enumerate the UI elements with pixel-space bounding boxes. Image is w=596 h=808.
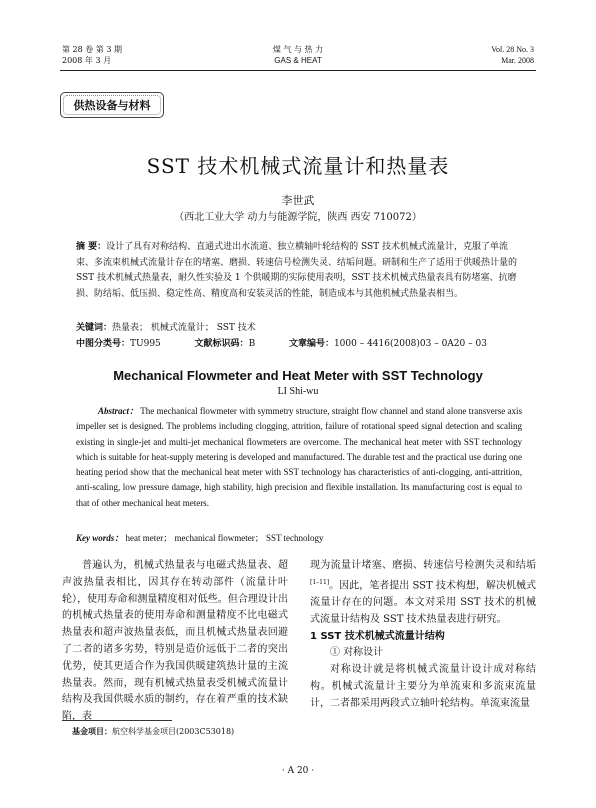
body-column-right xyxy=(310,558,536,713)
affiliation-cn: （西北工业大学 动力与能源学院，陕西 西安 710072） xyxy=(174,212,422,223)
abstract-en-label: Abstract： xyxy=(98,406,139,416)
paper-title-en: Mechanical Flowmeter and Heat Meter with SST Technology xyxy=(113,368,483,383)
abstract-en-text: The mechanical flowmeter with symmetry structure, straight flow channel and stand alone transverse axis impeller set is designed. The problems including clogging, attrition, failure of rotational speed signal detection and scaling existing in single-jet and multi-jet mechanical flowmeters are overcome. The mechanical heat meter with SST technology which is suitable for heat-supply metering is developed and manufactured. The durable test and the practical use during one heating period show that the mechanical heat meter with SST technology has characteristics of anti-clogging, anti-attrition, anti-scaling, low pressure damage, high stability, high precision and flexible installation. Its manufacturing cost is equal to that of other mechanical heat meters. xyxy=(76,406,522,508)
keywords-cn-text: 热量表； 机械式流量计； SST 技术 xyxy=(112,323,256,333)
header-center-line1: 煤 气 与 热 力 xyxy=(272,45,324,54)
clc-value: TU995 xyxy=(130,339,161,349)
doc-code-label: 文献标识码： xyxy=(194,339,249,349)
footnote xyxy=(72,726,234,737)
subsection-heading-1: ① 对称设计 xyxy=(330,647,384,659)
abstract-cn-label: 摘 要： xyxy=(76,242,107,252)
footnote-rule xyxy=(62,720,172,721)
keywords-en-label: Key words： xyxy=(76,533,124,543)
journal-volume-issue-en xyxy=(491,44,534,66)
abstract-cn xyxy=(76,240,522,302)
footnote-label: 基金项目： xyxy=(72,727,112,736)
body-paragraph: 对称设计就是将机械式流量计设计成对称结构。机械式流量计主要分为单流束和多流束流量计，二者都采用两段式立轴叶轮结构。单流束流量 xyxy=(310,664,536,709)
header-right-line2: Mar. 2008 xyxy=(501,56,534,65)
paper-title-cn: SST 技术机械式流量计和热量表 xyxy=(146,154,450,178)
section-label: 供热设备与材料 xyxy=(73,99,151,112)
header-left-line1: 第 28 卷 第 3 期 xyxy=(62,45,122,54)
body-text: 。因此，笔者提出 SST 技术构想，解决机械式流量计存在的问题。本文对采用 SST 技术的机械式流量计结构及 SST 技术热量表进行研究。 xyxy=(310,580,536,625)
header-rule xyxy=(60,70,536,71)
header-right-line1: Vol. 28 No. 3 xyxy=(491,45,534,54)
author-cn: 李世武 xyxy=(281,194,315,207)
footnote-text: 航空科学基金项目(2003C53018) xyxy=(112,727,235,736)
author-en: LI Shi-wu xyxy=(277,386,319,397)
header-center-line2: GAS & HEAT xyxy=(274,56,322,65)
body-column-left xyxy=(62,558,288,726)
section-label-box xyxy=(60,92,164,118)
page-number: · A 20 · xyxy=(281,766,315,776)
abstract-cn-text: 设计了具有对称结构、直通式进出水流道、独立横轴叶轮结构的 SST 技术机械式流量计，克服了单流束、多流束机械式流量计存在的堵塞、磨损、转速信号检测失灵、结垢问题。研制和生产了适用于供暖热计量的 SST 技术机械式热量表，耐久性实验及 1 个供暖期的实际使用表明，SST 技术机械式热量表具有防堵塞、抗磨损、防结垢、低压损、稳定性高、精度高和安装灵活的性能，制造成本与其他机械式热量表相当。 xyxy=(76,242,518,299)
header-left-line2: 2008 年 3 月 xyxy=(62,56,112,65)
classification-line xyxy=(76,336,487,349)
citation-ref: [1–11] xyxy=(310,578,330,586)
keywords-en-text: heat meter； mechanical flowmeter； SST technology xyxy=(125,533,324,543)
clc-label: 中图分类号： xyxy=(76,339,131,349)
body-paragraph: 普遍认为，机械式热量表与电磁式热量表、超声波热量表相比，因其存在转动部件（流量计叶轮），使用寿命和测量精度相对低些。但合理设计出的机械式热量表的使用寿命和测量精度不比电磁式热量表和超声波热量表低，而且机械式热量表回避了二者的诸多劣势，特别是造价远低于二者的突出优势，使其更适合作为我国供暖建筑热计量的主流热量表。然而，现有机械式热量表受机械式流量计结构及我国供暖水质的制约，存在着严重的技术缺陷，表 xyxy=(62,560,288,723)
keywords-cn xyxy=(76,320,256,333)
doc-code-value: B xyxy=(248,339,256,349)
abstract-en xyxy=(76,404,522,511)
article-number-label: 文章编号： xyxy=(288,339,334,349)
keywords-en xyxy=(76,531,324,544)
article-number-value: 1000 – 4416(2008)03 – 0A20 – 03 xyxy=(333,339,487,349)
body-paragraph-continued xyxy=(310,558,536,629)
body-text: 现为流量计堵塞、磨损、转速信号检测失灵和结垢 xyxy=(310,560,536,571)
section-heading-1: 1 SST 技术机械式流量计结构 xyxy=(310,630,445,642)
keywords-cn-label: 关键词： xyxy=(76,323,113,333)
